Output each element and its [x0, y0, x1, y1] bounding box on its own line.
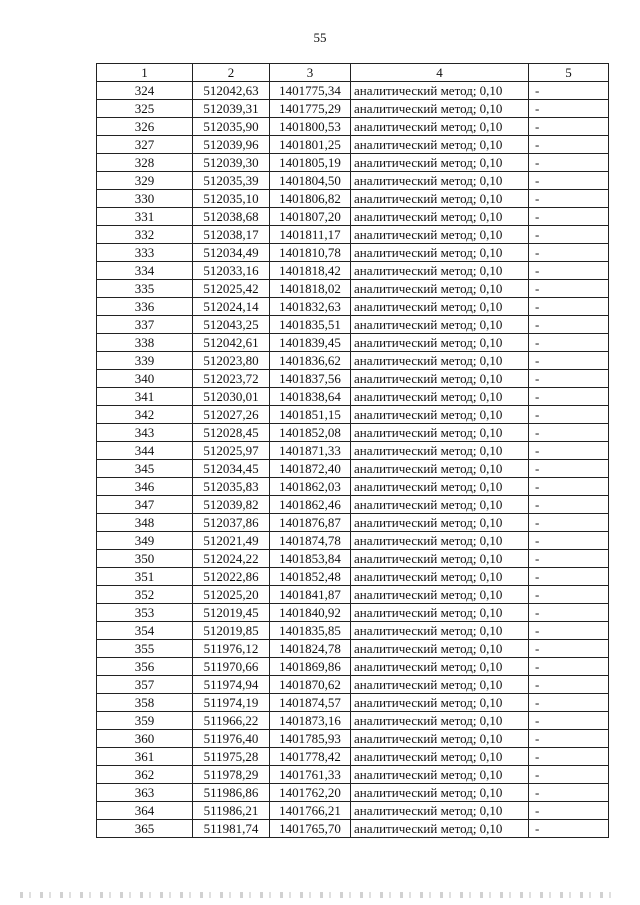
table-row	[97, 424, 609, 442]
description-cell: -	[529, 82, 609, 100]
y-coordinate-cell: 1401876,87	[270, 514, 351, 532]
x-coordinate-cell: 512027,26	[193, 406, 270, 424]
point-number-cell: 326	[97, 118, 193, 136]
x-coordinate-cell: 512035,39	[193, 172, 270, 190]
table-row	[97, 352, 609, 370]
point-number-cell: 362	[97, 766, 193, 784]
point-number-cell: 332	[97, 226, 193, 244]
y-coordinate-cell: 1401862,46	[270, 496, 351, 514]
x-coordinate-cell: 512025,20	[193, 586, 270, 604]
table-row	[97, 316, 609, 334]
y-coordinate-cell: 1401836,62	[270, 352, 351, 370]
table-row	[97, 154, 609, 172]
x-coordinate-cell: 511970,66	[193, 658, 270, 676]
description-cell: -	[529, 748, 609, 766]
table-row	[97, 694, 609, 712]
table-row	[97, 622, 609, 640]
method-cell: аналитический метод; 0,10	[351, 226, 529, 244]
point-number-cell: 360	[97, 730, 193, 748]
point-number-cell: 337	[97, 316, 193, 334]
description-cell: -	[529, 514, 609, 532]
point-number-cell: 359	[97, 712, 193, 730]
method-cell: аналитический метод; 0,10	[351, 802, 529, 820]
table-row	[97, 190, 609, 208]
method-cell: аналитический метод; 0,10	[351, 208, 529, 226]
method-cell: аналитический метод; 0,10	[351, 82, 529, 100]
x-coordinate-cell: 511986,86	[193, 784, 270, 802]
description-cell: -	[529, 298, 609, 316]
table-row	[97, 496, 609, 514]
description-cell: -	[529, 604, 609, 622]
x-coordinate-cell: 512022,86	[193, 568, 270, 586]
table-row	[97, 460, 609, 478]
description-cell: -	[529, 442, 609, 460]
table-row	[97, 334, 609, 352]
table-row	[97, 82, 609, 100]
method-cell: аналитический метод; 0,10	[351, 280, 529, 298]
point-number-cell: 328	[97, 154, 193, 172]
description-cell: -	[529, 802, 609, 820]
x-coordinate-cell: 512039,31	[193, 100, 270, 118]
point-number-cell: 350	[97, 550, 193, 568]
description-cell: -	[529, 784, 609, 802]
point-number-cell: 324	[97, 82, 193, 100]
table-row	[97, 658, 609, 676]
method-cell: аналитический метод; 0,10	[351, 550, 529, 568]
description-cell: -	[529, 730, 609, 748]
table-row	[97, 748, 609, 766]
y-coordinate-cell: 1401874,78	[270, 532, 351, 550]
description-cell: -	[529, 352, 609, 370]
y-coordinate-cell: 1401807,20	[270, 208, 351, 226]
table-row	[97, 568, 609, 586]
method-cell: аналитический метод; 0,10	[351, 316, 529, 334]
y-coordinate-cell: 1401873,16	[270, 712, 351, 730]
description-cell: -	[529, 334, 609, 352]
y-coordinate-cell: 1401818,02	[270, 280, 351, 298]
method-cell: аналитический метод; 0,10	[351, 514, 529, 532]
point-number-cell: 327	[97, 136, 193, 154]
table-header-row	[97, 64, 609, 82]
y-coordinate-cell: 1401872,40	[270, 460, 351, 478]
y-coordinate-cell: 1401851,15	[270, 406, 351, 424]
point-number-cell: 331	[97, 208, 193, 226]
table-body	[97, 82, 609, 838]
x-coordinate-cell: 512037,86	[193, 514, 270, 532]
description-cell: -	[529, 190, 609, 208]
point-number-cell: 343	[97, 424, 193, 442]
x-coordinate-cell: 512023,80	[193, 352, 270, 370]
point-number-cell: 364	[97, 802, 193, 820]
y-coordinate-cell: 1401810,78	[270, 244, 351, 262]
point-number-cell: 342	[97, 406, 193, 424]
scan-artifact-strip	[20, 892, 620, 898]
y-coordinate-cell: 1401870,62	[270, 676, 351, 694]
x-coordinate-cell: 511976,40	[193, 730, 270, 748]
x-coordinate-cell: 512019,85	[193, 622, 270, 640]
point-number-cell: 356	[97, 658, 193, 676]
method-cell: аналитический метод; 0,10	[351, 424, 529, 442]
x-coordinate-cell: 512039,30	[193, 154, 270, 172]
method-cell: аналитический метод; 0,10	[351, 496, 529, 514]
y-coordinate-cell: 1401804,50	[270, 172, 351, 190]
column-header-2: 2	[193, 64, 270, 82]
y-coordinate-cell: 1401824,78	[270, 640, 351, 658]
table-row	[97, 100, 609, 118]
table-row	[97, 370, 609, 388]
point-number-cell: 334	[97, 262, 193, 280]
method-cell: аналитический метод; 0,10	[351, 190, 529, 208]
point-number-cell: 329	[97, 172, 193, 190]
description-cell: -	[529, 712, 609, 730]
point-number-cell: 333	[97, 244, 193, 262]
table-row	[97, 172, 609, 190]
table-row	[97, 820, 609, 838]
x-coordinate-cell: 511976,12	[193, 640, 270, 658]
table-row	[97, 586, 609, 604]
point-number-cell: 358	[97, 694, 193, 712]
method-cell: аналитический метод; 0,10	[351, 298, 529, 316]
description-cell: -	[529, 586, 609, 604]
x-coordinate-cell: 512042,63	[193, 82, 270, 100]
point-number-cell: 354	[97, 622, 193, 640]
method-cell: аналитический метод; 0,10	[351, 640, 529, 658]
point-number-cell: 357	[97, 676, 193, 694]
x-coordinate-cell: 512035,90	[193, 118, 270, 136]
method-cell: аналитический метод; 0,10	[351, 100, 529, 118]
point-number-cell: 355	[97, 640, 193, 658]
y-coordinate-cell: 1401785,93	[270, 730, 351, 748]
point-number-cell: 336	[97, 298, 193, 316]
point-number-cell: 361	[97, 748, 193, 766]
description-cell: -	[529, 388, 609, 406]
method-cell: аналитический метод; 0,10	[351, 406, 529, 424]
y-coordinate-cell: 1401841,87	[270, 586, 351, 604]
point-number-cell: 325	[97, 100, 193, 118]
point-number-cell: 353	[97, 604, 193, 622]
method-cell: аналитический метод; 0,10	[351, 460, 529, 478]
method-cell: аналитический метод; 0,10	[351, 676, 529, 694]
x-coordinate-cell: 512023,72	[193, 370, 270, 388]
method-cell: аналитический метод; 0,10	[351, 334, 529, 352]
y-coordinate-cell: 1401762,20	[270, 784, 351, 802]
point-number-cell: 330	[97, 190, 193, 208]
y-coordinate-cell: 1401835,51	[270, 316, 351, 334]
description-cell: -	[529, 100, 609, 118]
point-number-cell: 365	[97, 820, 193, 838]
description-cell: -	[529, 640, 609, 658]
x-coordinate-cell: 512024,22	[193, 550, 270, 568]
y-coordinate-cell: 1401811,17	[270, 226, 351, 244]
x-coordinate-cell: 511974,19	[193, 694, 270, 712]
y-coordinate-cell: 1401852,48	[270, 568, 351, 586]
table-row	[97, 766, 609, 784]
description-cell: -	[529, 118, 609, 136]
x-coordinate-cell: 511978,29	[193, 766, 270, 784]
y-coordinate-cell: 1401871,33	[270, 442, 351, 460]
method-cell: аналитический метод; 0,10	[351, 478, 529, 496]
y-coordinate-cell: 1401832,63	[270, 298, 351, 316]
method-cell: аналитический метод; 0,10	[351, 748, 529, 766]
x-coordinate-cell: 512025,97	[193, 442, 270, 460]
x-coordinate-cell: 511966,22	[193, 712, 270, 730]
table-row	[97, 802, 609, 820]
method-cell: аналитический метод; 0,10	[351, 766, 529, 784]
method-cell: аналитический метод; 0,10	[351, 262, 529, 280]
column-header-5: 5	[529, 64, 609, 82]
method-cell: аналитический метод; 0,10	[351, 136, 529, 154]
description-cell: -	[529, 136, 609, 154]
method-cell: аналитический метод; 0,10	[351, 658, 529, 676]
y-coordinate-cell: 1401778,42	[270, 748, 351, 766]
y-coordinate-cell: 1401775,29	[270, 100, 351, 118]
y-coordinate-cell: 1401837,56	[270, 370, 351, 388]
column-header-1: 1	[97, 64, 193, 82]
table-row	[97, 478, 609, 496]
point-number-cell: 341	[97, 388, 193, 406]
point-number-cell: 339	[97, 352, 193, 370]
description-cell: -	[529, 820, 609, 838]
coordinates-table	[96, 63, 609, 838]
x-coordinate-cell: 512033,16	[193, 262, 270, 280]
description-cell: -	[529, 172, 609, 190]
y-coordinate-cell: 1401838,64	[270, 388, 351, 406]
x-coordinate-cell: 512035,83	[193, 478, 270, 496]
table-row	[97, 676, 609, 694]
method-cell: аналитический метод; 0,10	[351, 730, 529, 748]
description-cell: -	[529, 208, 609, 226]
method-cell: аналитический метод; 0,10	[351, 388, 529, 406]
description-cell: -	[529, 568, 609, 586]
point-number-cell: 338	[97, 334, 193, 352]
description-cell: -	[529, 532, 609, 550]
description-cell: -	[529, 478, 609, 496]
x-coordinate-cell: 511986,21	[193, 802, 270, 820]
x-coordinate-cell: 512042,61	[193, 334, 270, 352]
point-number-cell: 347	[97, 496, 193, 514]
table-row	[97, 640, 609, 658]
point-number-cell: 349	[97, 532, 193, 550]
x-coordinate-cell: 512034,45	[193, 460, 270, 478]
table-row	[97, 550, 609, 568]
table-row	[97, 262, 609, 280]
method-cell: аналитический метод; 0,10	[351, 118, 529, 136]
description-cell: -	[529, 280, 609, 298]
y-coordinate-cell: 1401800,53	[270, 118, 351, 136]
table-row	[97, 406, 609, 424]
table-row	[97, 514, 609, 532]
method-cell: аналитический метод; 0,10	[351, 154, 529, 172]
description-cell: -	[529, 658, 609, 676]
description-cell: -	[529, 550, 609, 568]
x-coordinate-cell: 512024,14	[193, 298, 270, 316]
table-row	[97, 712, 609, 730]
point-number-cell: 363	[97, 784, 193, 802]
method-cell: аналитический метод; 0,10	[351, 604, 529, 622]
x-coordinate-cell: 512030,01	[193, 388, 270, 406]
table-row	[97, 730, 609, 748]
x-coordinate-cell: 511981,74	[193, 820, 270, 838]
method-cell: аналитический метод; 0,10	[351, 622, 529, 640]
method-cell: аналитический метод; 0,10	[351, 442, 529, 460]
x-coordinate-cell: 512025,42	[193, 280, 270, 298]
table-row	[97, 442, 609, 460]
description-cell: -	[529, 766, 609, 784]
method-cell: аналитический метод; 0,10	[351, 352, 529, 370]
description-cell: -	[529, 622, 609, 640]
description-cell: -	[529, 154, 609, 172]
y-coordinate-cell: 1401801,25	[270, 136, 351, 154]
description-cell: -	[529, 694, 609, 712]
y-coordinate-cell: 1401806,82	[270, 190, 351, 208]
method-cell: аналитический метод; 0,10	[351, 244, 529, 262]
y-coordinate-cell: 1401775,34	[270, 82, 351, 100]
x-coordinate-cell: 512038,17	[193, 226, 270, 244]
method-cell: аналитический метод; 0,10	[351, 370, 529, 388]
method-cell: аналитический метод; 0,10	[351, 712, 529, 730]
point-number-cell: 344	[97, 442, 193, 460]
method-cell: аналитический метод; 0,10	[351, 820, 529, 838]
method-cell: аналитический метод; 0,10	[351, 784, 529, 802]
method-cell: аналитический метод; 0,10	[351, 568, 529, 586]
table-row	[97, 388, 609, 406]
description-cell: -	[529, 316, 609, 334]
table-row	[97, 784, 609, 802]
x-coordinate-cell: 511975,28	[193, 748, 270, 766]
point-number-cell: 340	[97, 370, 193, 388]
description-cell: -	[529, 460, 609, 478]
description-cell: -	[529, 262, 609, 280]
point-number-cell: 335	[97, 280, 193, 298]
y-coordinate-cell: 1401869,86	[270, 658, 351, 676]
column-header-3: 3	[270, 64, 351, 82]
point-number-cell: 351	[97, 568, 193, 586]
table-row	[97, 226, 609, 244]
x-coordinate-cell: 512039,96	[193, 136, 270, 154]
table-row	[97, 244, 609, 262]
x-coordinate-cell: 511974,94	[193, 676, 270, 694]
method-cell: аналитический метод; 0,10	[351, 694, 529, 712]
y-coordinate-cell: 1401840,92	[270, 604, 351, 622]
table-row	[97, 532, 609, 550]
description-cell: -	[529, 226, 609, 244]
y-coordinate-cell: 1401862,03	[270, 478, 351, 496]
y-coordinate-cell: 1401805,19	[270, 154, 351, 172]
y-coordinate-cell: 1401761,33	[270, 766, 351, 784]
description-cell: -	[529, 676, 609, 694]
point-number-cell: 348	[97, 514, 193, 532]
table-row	[97, 604, 609, 622]
description-cell: -	[529, 496, 609, 514]
column-header-4: 4	[351, 64, 529, 82]
table-row	[97, 280, 609, 298]
y-coordinate-cell: 1401835,85	[270, 622, 351, 640]
table-row	[97, 136, 609, 154]
table-row	[97, 118, 609, 136]
x-coordinate-cell: 512035,10	[193, 190, 270, 208]
x-coordinate-cell: 512021,49	[193, 532, 270, 550]
point-number-cell: 345	[97, 460, 193, 478]
y-coordinate-cell: 1401852,08	[270, 424, 351, 442]
x-coordinate-cell: 512019,45	[193, 604, 270, 622]
point-number-cell: 346	[97, 478, 193, 496]
x-coordinate-cell: 512028,45	[193, 424, 270, 442]
x-coordinate-cell: 512038,68	[193, 208, 270, 226]
x-coordinate-cell: 512034,49	[193, 244, 270, 262]
page-number: 55	[313, 30, 327, 45]
x-coordinate-cell: 512043,25	[193, 316, 270, 334]
point-number-cell: 352	[97, 586, 193, 604]
description-cell: -	[529, 424, 609, 442]
method-cell: аналитический метод; 0,10	[351, 586, 529, 604]
method-cell: аналитический метод; 0,10	[351, 172, 529, 190]
y-coordinate-cell: 1401839,45	[270, 334, 351, 352]
x-coordinate-cell: 512039,82	[193, 496, 270, 514]
table-row	[97, 298, 609, 316]
method-cell: аналитический метод; 0,10	[351, 532, 529, 550]
description-cell: -	[529, 244, 609, 262]
y-coordinate-cell: 1401765,70	[270, 820, 351, 838]
y-coordinate-cell: 1401874,57	[270, 694, 351, 712]
description-cell: -	[529, 406, 609, 424]
table-row	[97, 208, 609, 226]
y-coordinate-cell: 1401853,84	[270, 550, 351, 568]
description-cell: -	[529, 370, 609, 388]
y-coordinate-cell: 1401818,42	[270, 262, 351, 280]
y-coordinate-cell: 1401766,21	[270, 802, 351, 820]
